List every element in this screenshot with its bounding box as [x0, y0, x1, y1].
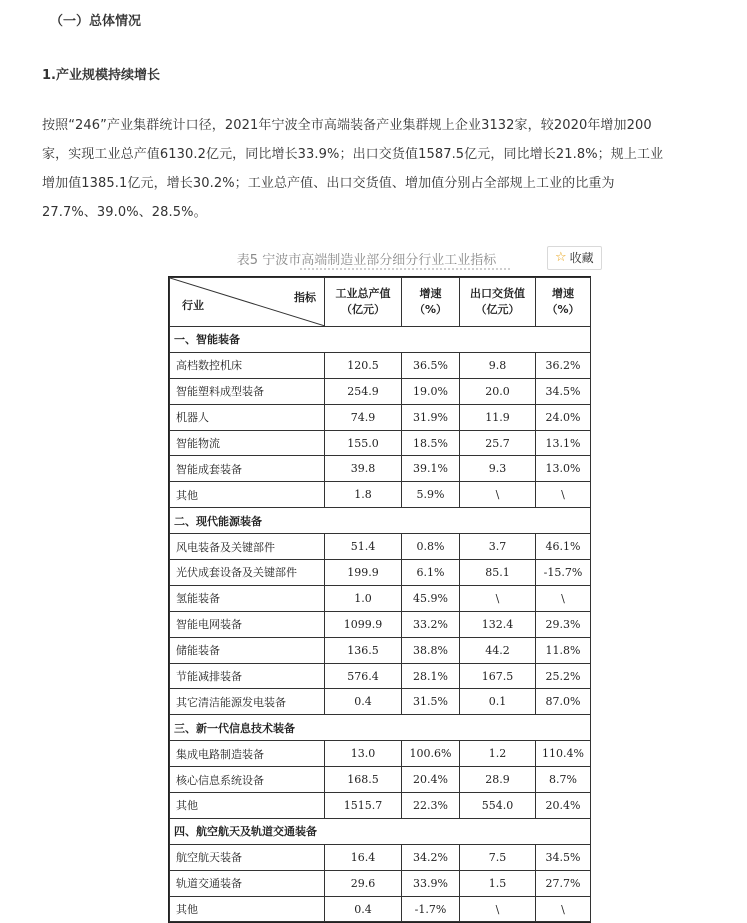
value-cell: 16.4 — [325, 844, 402, 870]
table-row — [170, 741, 591, 767]
value-cell: 11.8% — [536, 637, 591, 663]
value-cell: 1.2 — [460, 741, 536, 767]
diagonal-header-cell — [170, 278, 325, 327]
table-row — [170, 534, 591, 560]
column-header — [460, 278, 536, 327]
section-title: 二、现代能源装备 — [170, 508, 591, 534]
value-cell: 155.0 — [325, 430, 402, 456]
value-cell: 8.7% — [536, 767, 591, 793]
favorite-label: 收藏 — [569, 251, 594, 265]
col-header-label: 指标 — [294, 291, 316, 304]
value-cell: 33.9% — [402, 870, 460, 896]
value-cell: -1.7% — [402, 896, 460, 922]
table-row — [170, 637, 591, 663]
value-cell: 167.5 — [460, 663, 536, 689]
table-row — [170, 585, 591, 611]
table-header-row — [170, 278, 591, 327]
value-cell: 9.8 — [460, 352, 536, 378]
value-cell: 28.1% — [402, 663, 460, 689]
industry-name: 智能塑料成型装备 — [170, 378, 325, 404]
table-row — [170, 870, 591, 896]
value-cell: 20.0 — [460, 378, 536, 404]
value-cell: 1.8 — [325, 482, 402, 508]
value-cell: 1.0 — [325, 585, 402, 611]
column-header-title: 工业总产值 — [335, 287, 391, 300]
value-cell: 168.5 — [325, 767, 402, 793]
column-header-unit: （%） — [413, 303, 448, 316]
value-cell: 6.1% — [402, 560, 460, 586]
value-cell: 100.6% — [402, 741, 460, 767]
value-cell: 27.7% — [536, 870, 591, 896]
table-row — [170, 430, 591, 456]
value-cell: 0.4 — [325, 896, 402, 922]
section-title: 一、智能装备 — [170, 327, 591, 353]
value-cell: 31.9% — [402, 404, 460, 430]
value-cell: 25.2% — [536, 663, 591, 689]
column-header-title: 增速 — [552, 287, 574, 300]
value-cell: 7.5 — [460, 844, 536, 870]
value-cell: 20.4% — [402, 767, 460, 793]
value-cell: 0.4 — [325, 689, 402, 715]
value-cell: 0.8% — [402, 534, 460, 560]
section-title: 四、航空航天及轨道交通装备 — [170, 818, 591, 844]
value-cell: 44.2 — [460, 637, 536, 663]
paragraph-line: 增加值1385.1亿元，增长30.2%；工业总产值、出口交货值、增加值分别占全部规上工业的比重为 — [42, 176, 615, 191]
industry-name: 轨道交通装备 — [170, 870, 325, 896]
column-header-title: 增速 — [419, 287, 442, 300]
value-cell: 11.9 — [460, 404, 536, 430]
value-cell: 13.1% — [536, 430, 591, 456]
table-row — [170, 352, 591, 378]
industry-name: 节能减排装备 — [170, 663, 325, 689]
table-caption-text: 表5 宁波市高端制造业部分细分行业工业指标 — [236, 253, 497, 268]
value-cell: 39.1% — [402, 456, 460, 482]
star-icon: ☆ — [555, 250, 567, 265]
section-row — [170, 508, 591, 534]
industry-name: 氢能装备 — [170, 585, 325, 611]
value-cell: 554.0 — [460, 793, 536, 819]
favorite-button[interactable] — [547, 246, 602, 270]
section-heading: （一）总体情况 — [50, 14, 142, 29]
value-cell: \ — [460, 896, 536, 922]
table-body — [170, 327, 591, 922]
table-row — [170, 663, 591, 689]
industry-name: 光伏成套设备及关键部件 — [170, 560, 325, 586]
value-cell: 36.5% — [402, 352, 460, 378]
table-row — [170, 844, 591, 870]
value-cell: 45.9% — [402, 585, 460, 611]
value-cell: 132.4 — [460, 611, 536, 637]
value-cell: 46.1% — [536, 534, 591, 560]
value-cell: 1515.7 — [325, 793, 402, 819]
column-header-unit: （%） — [546, 303, 580, 316]
value-cell: 29.3% — [536, 611, 591, 637]
value-cell: 110.4% — [536, 741, 591, 767]
value-cell: 34.5% — [536, 378, 591, 404]
value-cell: 24.0% — [536, 404, 591, 430]
value-cell: 254.9 — [325, 378, 402, 404]
industry-name: 智能电网装备 — [170, 611, 325, 637]
value-cell: 34.2% — [402, 844, 460, 870]
value-cell: 576.4 — [325, 663, 402, 689]
subsection-heading: 1.产业规模持续增长 — [42, 68, 160, 83]
value-cell: 34.5% — [536, 844, 591, 870]
value-cell: 20.4% — [536, 793, 591, 819]
table-row — [170, 689, 591, 715]
column-header-title: 出口交货值 — [470, 287, 525, 300]
value-cell: \ — [536, 482, 591, 508]
value-cell: 28.9 — [460, 767, 536, 793]
table-row — [170, 456, 591, 482]
value-cell: \ — [460, 585, 536, 611]
value-cell: 136.5 — [325, 637, 402, 663]
industry-name: 储能装备 — [170, 637, 325, 663]
value-cell: 9.3 — [460, 456, 536, 482]
table-caption — [0, 249, 747, 268]
industry-name: 其它清洁能源发电装备 — [170, 689, 325, 715]
value-cell: 36.2% — [536, 352, 591, 378]
value-cell: 199.9 — [325, 560, 402, 586]
section-title: 三、新一代信息技术装备 — [170, 715, 591, 741]
column-header — [536, 278, 591, 327]
table-row — [170, 611, 591, 637]
summary-paragraph — [42, 111, 722, 227]
value-cell: 87.0% — [536, 689, 591, 715]
value-cell: -15.7% — [536, 560, 591, 586]
value-cell: 22.3% — [402, 793, 460, 819]
industry-name: 其他 — [170, 482, 325, 508]
value-cell: 120.5 — [325, 352, 402, 378]
industry-name: 智能物流 — [170, 430, 325, 456]
industry-name: 集成电路制造装备 — [170, 741, 325, 767]
industry-name: 其他 — [170, 793, 325, 819]
value-cell: 85.1 — [460, 560, 536, 586]
table-row — [170, 560, 591, 586]
industry-name: 高档数控机床 — [170, 352, 325, 378]
table-row — [170, 378, 591, 404]
paragraph-line: 27.7%、39.0%、28.5%。 — [42, 205, 207, 220]
value-cell: 13.0% — [536, 456, 591, 482]
value-cell: 74.9 — [325, 404, 402, 430]
paragraph-line: 按照“246”产业集群统计口径，2021年宁波全市高端装备产业集群规上企业3132家，较2020年增加200 — [42, 118, 652, 133]
row-header-label: 行业 — [182, 299, 204, 312]
value-cell: 31.5% — [402, 689, 460, 715]
value-cell: 25.7 — [460, 430, 536, 456]
paragraph-line: 家，实现工业总产值6130.2亿元，同比增长33.9%；出口交货值1587.5亿元，同比增长21.8%；规上工业 — [42, 147, 664, 162]
value-cell: 1.5 — [460, 870, 536, 896]
value-cell: 19.0% — [402, 378, 460, 404]
value-cell: 5.9% — [402, 482, 460, 508]
table-row — [170, 793, 591, 819]
value-cell: 18.5% — [402, 430, 460, 456]
section-row — [170, 715, 591, 741]
value-cell: \ — [536, 896, 591, 922]
value-cell: \ — [460, 482, 536, 508]
column-header-unit: （亿元） — [341, 303, 385, 316]
industry-name: 其他 — [170, 896, 325, 922]
table-row — [170, 896, 591, 922]
industry-name: 风电装备及关键部件 — [170, 534, 325, 560]
value-cell: 1099.9 — [325, 611, 402, 637]
industry-name: 机器人 — [170, 404, 325, 430]
industry-name: 航空航天装备 — [170, 844, 325, 870]
column-header — [325, 278, 402, 327]
value-cell: 3.7 — [460, 534, 536, 560]
table-row — [170, 482, 591, 508]
value-cell: 29.6 — [325, 870, 402, 896]
table-row — [170, 404, 591, 430]
value-cell: 13.0 — [325, 741, 402, 767]
section-row — [170, 818, 591, 844]
value-cell: 0.1 — [460, 689, 536, 715]
column-header — [402, 278, 460, 327]
value-cell: 51.4 — [325, 534, 402, 560]
industry-name: 核心信息系统设备 — [170, 767, 325, 793]
table-row — [170, 767, 591, 793]
value-cell: 38.8% — [402, 637, 460, 663]
industry-name: 智能成套装备 — [170, 456, 325, 482]
caption-divider — [300, 268, 510, 273]
industry-table — [168, 276, 591, 923]
value-cell: 39.8 — [325, 456, 402, 482]
value-cell: \ — [536, 585, 591, 611]
column-header-unit: （亿元） — [475, 303, 520, 316]
section-row — [170, 327, 591, 353]
value-cell: 33.2% — [402, 611, 460, 637]
